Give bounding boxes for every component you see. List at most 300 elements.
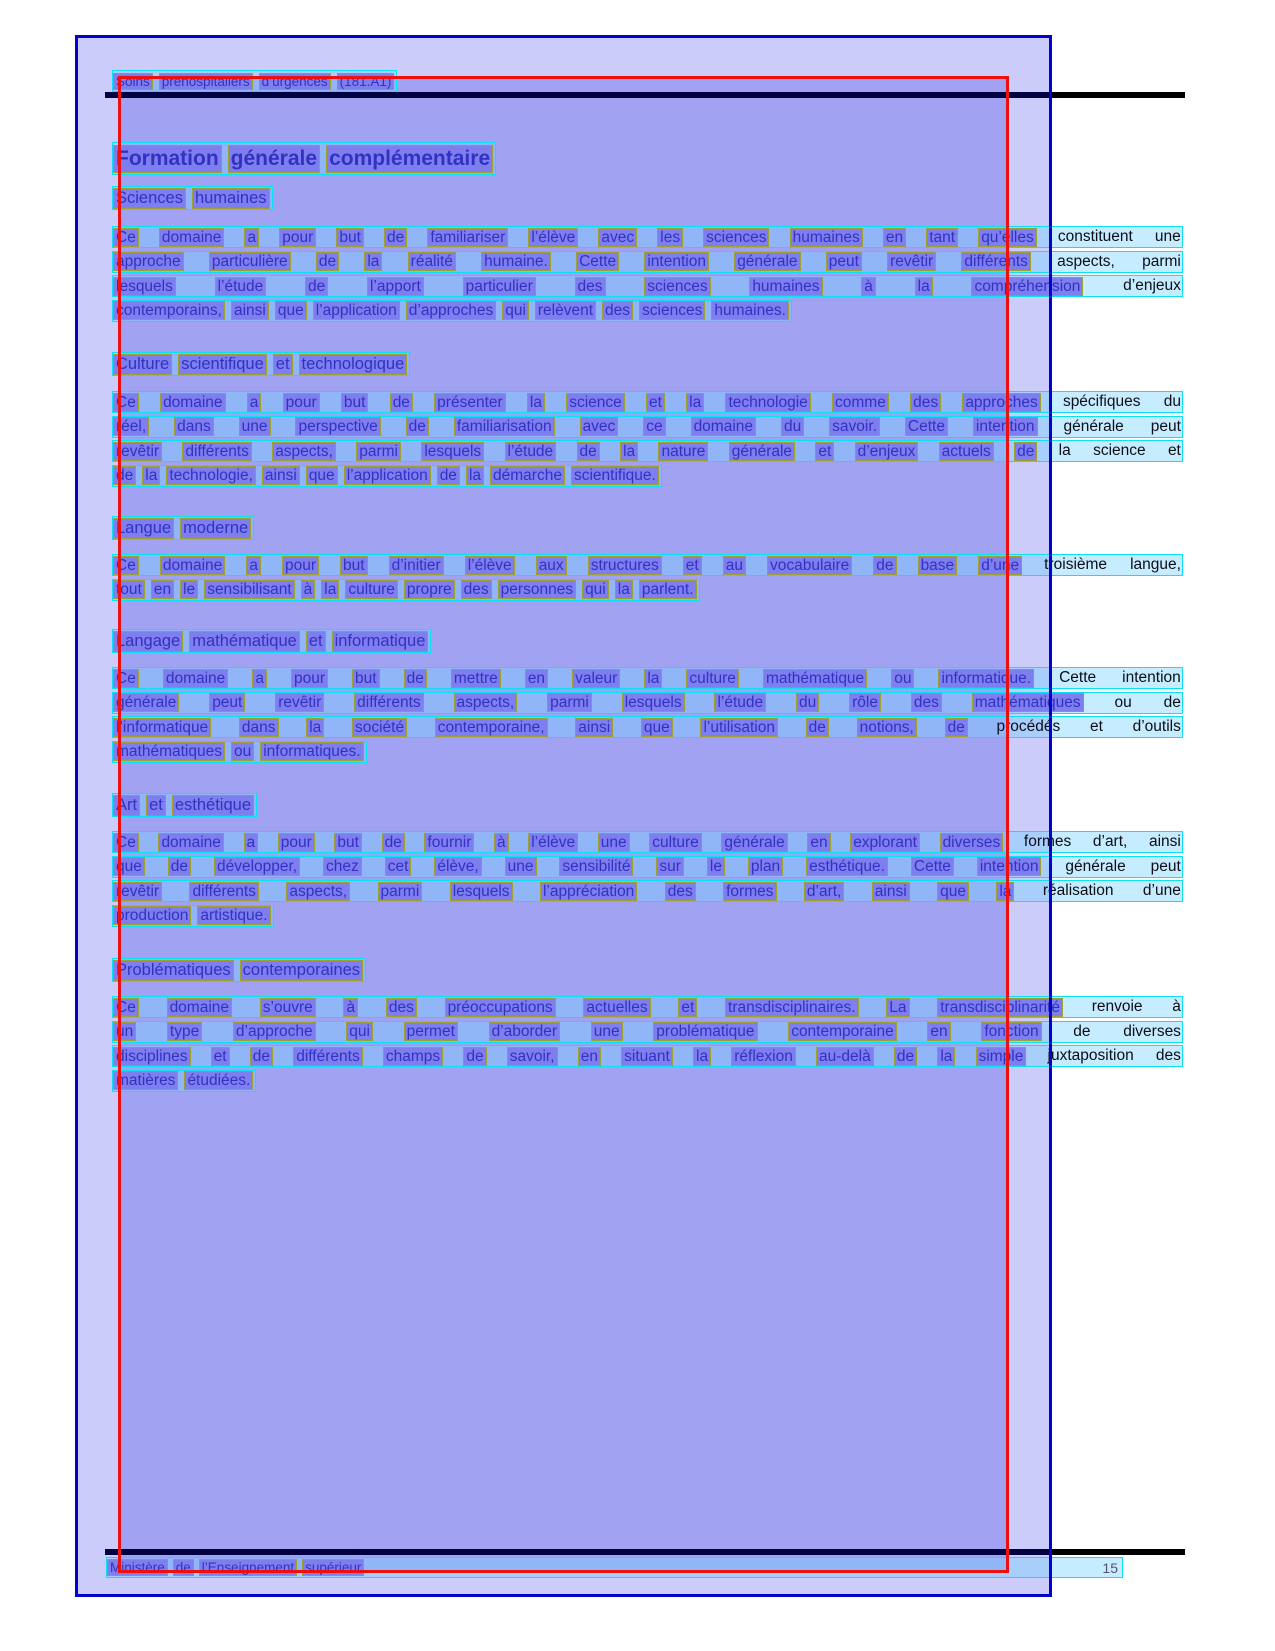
word-text: ainsi: [1148, 833, 1181, 850]
word-text: d’outils: [1132, 718, 1181, 735]
text-line-box: [112, 880, 1183, 902]
word-text: science: [1093, 442, 1146, 459]
word-box: familiariser: [427, 228, 508, 247]
word-box: d’enjeux: [855, 442, 919, 461]
word-box: que: [937, 882, 969, 901]
word-box: le: [180, 580, 198, 599]
word-box: l’utilisation: [700, 718, 778, 737]
word-box: tant: [926, 228, 958, 247]
word-box: approches: [962, 393, 1040, 412]
page-title: [112, 142, 496, 175]
word-box: nature: [658, 442, 708, 461]
word-box: société: [352, 718, 407, 737]
word-box: des: [665, 882, 696, 901]
word-box: de: [894, 1047, 917, 1066]
header-word-box: (181.A1): [337, 73, 395, 90]
word-text: à: [1172, 998, 1181, 1015]
word-box: générale: [113, 693, 179, 712]
heading-word-box: Culture: [113, 354, 172, 375]
footer-rule-inside: [105, 1549, 1050, 1555]
word-box: qu’elles: [978, 228, 1037, 247]
word-box: valeur: [572, 669, 620, 688]
word-box: intention: [644, 252, 709, 271]
word-box: pour: [279, 228, 316, 247]
word-box: des: [575, 277, 606, 296]
word-box: dans: [239, 718, 279, 737]
word-box: la: [620, 442, 638, 461]
word-box: en: [927, 1022, 950, 1041]
word-box: personnes: [498, 580, 576, 599]
word-box: d’art,: [804, 882, 844, 901]
word-box: notions,: [857, 718, 917, 737]
word-box: domaine: [159, 228, 224, 247]
word-box: pour: [291, 669, 328, 688]
word-box: domaine: [160, 556, 225, 575]
word-box: culture: [686, 669, 739, 688]
paragraph: [112, 996, 1183, 1094]
text-line-box: [112, 1045, 1183, 1067]
paragraph: [112, 831, 1183, 929]
word-box: relèvent: [535, 301, 596, 320]
word-box: but: [352, 669, 380, 688]
word-box: revêtir: [113, 442, 162, 461]
text-line-box: [112, 1070, 256, 1092]
word-text: une: [1154, 228, 1181, 245]
heading-word-box: Langage: [113, 631, 183, 652]
word-box: des: [910, 393, 941, 412]
title-word-box: complémentaire: [326, 145, 493, 173]
heading-word-box: technologique: [299, 354, 408, 375]
word-box: peut: [826, 252, 862, 271]
word-box: différents: [354, 693, 423, 712]
word-box: différents: [182, 442, 251, 461]
word-box: d’aborder: [489, 1022, 561, 1041]
word-box: présenter: [434, 393, 505, 412]
word-box: contemporains,: [113, 301, 225, 320]
word-box: en: [883, 228, 906, 247]
word-box: l’étude: [215, 277, 267, 296]
word-box: l’élève: [528, 228, 578, 247]
word-box: les: [657, 228, 683, 247]
word-box: aspects,: [286, 882, 350, 901]
word-box: et: [211, 1047, 230, 1066]
word-box: explorant: [850, 833, 920, 852]
text-line-box: [112, 692, 1183, 714]
word-box: a: [252, 669, 267, 688]
section-heading: [112, 352, 410, 376]
word-box: des: [911, 693, 942, 712]
word-box: des: [602, 301, 633, 320]
word-box: générale: [729, 442, 795, 461]
word-box: de: [463, 1047, 486, 1066]
word-box: ou: [231, 742, 254, 761]
word-box: du: [796, 693, 819, 712]
word-box: technologie: [725, 393, 810, 412]
word-box: La: [886, 998, 909, 1017]
word-text: troisième: [1044, 556, 1108, 573]
word-box: base: [918, 556, 958, 575]
word-box: l’apport: [367, 277, 424, 296]
footer-word-box: supérieur: [302, 1559, 364, 1576]
word-box: informatique.: [938, 669, 1034, 688]
word-box: la: [615, 580, 633, 599]
word-box: particulière: [209, 252, 291, 271]
word-box: démarche: [490, 466, 565, 485]
word-box: aux: [536, 556, 567, 575]
heading-word-box: et: [146, 795, 166, 816]
word-box: lesquels: [421, 442, 484, 461]
title-word-box: générale: [228, 145, 320, 173]
word-box: d’une: [978, 556, 1022, 575]
word-box: différents: [293, 1047, 362, 1066]
word-box: s’ouvre: [260, 998, 316, 1017]
word-box: Ce: [113, 998, 139, 1017]
word-box: formes: [723, 882, 776, 901]
word-box: contemporaine: [788, 1022, 897, 1041]
header-word-box: d’urgences: [259, 73, 331, 90]
word-box: culture: [649, 833, 702, 852]
word-box: transdisciplinarité: [937, 998, 1063, 1017]
word-box: la: [466, 466, 484, 485]
word-box: structures: [588, 556, 662, 575]
word-box: parmi: [547, 693, 592, 712]
word-box: ainsi: [262, 466, 300, 485]
word-box: en: [151, 580, 174, 599]
word-text: formes: [1023, 833, 1072, 850]
word-box: a: [244, 228, 259, 247]
word-box: particulier: [463, 277, 536, 296]
word-box: aspects,: [454, 693, 518, 712]
word-text: constituent: [1057, 228, 1133, 245]
word-box: rôle: [849, 693, 881, 712]
word-box: revêtir: [113, 882, 162, 901]
word-box: mettre: [451, 669, 501, 688]
paragraph: [112, 391, 1183, 489]
word-box: humaines: [790, 228, 863, 247]
word-box: parmi: [378, 882, 423, 901]
word-box: et: [683, 556, 702, 575]
word-box: but: [340, 556, 368, 575]
word-box: de: [806, 718, 829, 737]
word-box: de: [168, 857, 191, 876]
text-line-box: [112, 996, 1183, 1018]
paragraph: [112, 554, 1183, 603]
text-line-box: [112, 251, 1183, 273]
word-text: la: [1058, 442, 1071, 459]
word-text: des: [1155, 1047, 1181, 1064]
word-box: humaine.: [481, 252, 551, 271]
word-box: de: [577, 442, 600, 461]
word-text: de: [1163, 693, 1181, 711]
word-box: du: [781, 417, 804, 436]
word-box: actuelles: [583, 998, 650, 1017]
word-box: transdisciplinaires.: [725, 998, 859, 1017]
footer-rule-outside: [1050, 1549, 1185, 1555]
footer: [106, 1557, 1123, 1578]
word-box: en: [578, 1047, 601, 1066]
footer-word-box: de: [173, 1559, 194, 1576]
word-box: que: [306, 466, 338, 485]
word-box: domaine: [160, 393, 225, 412]
word-box: à: [861, 277, 876, 296]
word-box: l’élève: [465, 556, 515, 575]
word-box: d’initier: [389, 556, 444, 575]
word-box: ainsi: [575, 718, 613, 737]
word-box: sciences: [644, 277, 710, 296]
word-box: l’appréciation: [540, 882, 637, 901]
word-box: domaine: [691, 417, 756, 436]
word-box: Cette: [576, 252, 619, 271]
word-box: de: [945, 718, 968, 737]
word-box: tout: [113, 580, 145, 599]
word-box: au: [723, 556, 746, 575]
word-box: comme: [832, 393, 889, 412]
word-box: mathématiques: [972, 693, 1084, 712]
word-box: champs: [383, 1047, 443, 1066]
word-box: une: [505, 857, 537, 876]
word-box: qui: [502, 301, 529, 320]
text-line-box: [112, 391, 1183, 413]
word-box: le: [707, 857, 725, 876]
text-line-box: [112, 831, 1183, 853]
word-box: domaine: [167, 998, 232, 1017]
word-box: but: [334, 833, 362, 852]
word-box: à: [301, 580, 316, 599]
word-box: à: [343, 998, 358, 1017]
word-box: une: [591, 1022, 623, 1041]
word-box: de: [404, 669, 427, 688]
word-box: qui: [346, 1022, 373, 1041]
word-box: lesquels: [622, 693, 685, 712]
text-line-box: [112, 465, 662, 487]
text-line-box: [112, 1021, 1183, 1043]
word-box: avec: [580, 417, 619, 436]
word-box: des: [386, 998, 417, 1017]
word-box: l’application: [344, 466, 431, 485]
word-text: d’art,: [1092, 833, 1128, 850]
word-text: ou: [1114, 693, 1132, 711]
header-rule-outside: [1050, 92, 1185, 98]
heading-word-box: et: [273, 354, 293, 375]
word-box: technologie,: [166, 466, 256, 485]
footer-text: [107, 1559, 364, 1576]
word-box: en: [807, 833, 830, 852]
word-text: diverses: [1123, 1022, 1181, 1040]
word-box: revêtir: [275, 693, 324, 712]
heading-word-box: et: [306, 631, 326, 652]
word-box: au-delà: [816, 1047, 874, 1066]
word-box: domaine: [163, 669, 228, 688]
word-box: Ce: [113, 556, 139, 575]
word-box: mathématiques: [113, 742, 225, 761]
footer-word-box: l’Enseignement: [199, 1559, 297, 1576]
header-rule-inside: [105, 92, 1050, 98]
word-box: type: [167, 1022, 202, 1041]
heading-word-box: contemporaines: [240, 960, 363, 981]
word-box: de: [384, 228, 407, 247]
word-box: d’approche: [233, 1022, 316, 1041]
word-text: et: [1167, 442, 1181, 459]
word-box: différents: [189, 882, 258, 901]
header-word-box: préhospitaliers: [159, 73, 253, 90]
heading-word-box: esthétique: [172, 795, 254, 816]
heading-word-box: Art: [113, 795, 140, 816]
word-box: parlent.: [639, 580, 697, 599]
word-box: sciences: [639, 301, 705, 320]
word-box: générale: [721, 833, 787, 852]
word-box: différents: [961, 252, 1030, 271]
word-text: aspects,: [1057, 252, 1115, 270]
word-box: sciences: [703, 228, 769, 247]
word-box: de: [250, 1047, 273, 1066]
word-box: but: [336, 228, 364, 247]
word-box: fonction: [981, 1022, 1041, 1041]
text-line-box: [112, 856, 1183, 878]
page-number: 15: [1102, 1559, 1118, 1576]
section-heading: [112, 958, 366, 982]
word-box: en: [525, 669, 548, 688]
word-text: peut: [1150, 417, 1181, 435]
word-box: ou: [891, 669, 914, 688]
word-box: lesquels: [113, 277, 176, 296]
word-box: l’informatique: [113, 718, 211, 737]
word-box: un: [113, 1022, 136, 1041]
word-box: culture: [345, 580, 398, 599]
word-text: Cette: [1059, 669, 1097, 686]
word-box: problématique: [653, 1022, 757, 1041]
word-box: que: [275, 301, 307, 320]
word-text: générale: [1063, 417, 1124, 435]
heading-word-box: Langue: [113, 518, 174, 539]
word-box: la: [937, 1047, 955, 1066]
word-box: Ce: [113, 228, 139, 247]
word-box: disciplines: [113, 1047, 191, 1066]
word-text: langue,: [1130, 556, 1181, 573]
word-text: d’enjeux: [1123, 277, 1181, 294]
heading-word-box: Problématiques: [113, 960, 234, 981]
word-box: pour: [282, 556, 319, 575]
heading-word-box: humaines: [192, 188, 270, 209]
word-box: la: [644, 669, 662, 688]
word-box: la: [693, 1047, 711, 1066]
word-box: fournir: [424, 833, 474, 852]
word-box: propre: [404, 580, 455, 599]
title-word-box: Formation: [113, 145, 222, 173]
word-box: la: [364, 252, 382, 271]
word-text: de: [1073, 1022, 1091, 1040]
word-box: Ce: [113, 669, 139, 688]
word-box: approche: [113, 252, 184, 271]
text-line-box: [112, 275, 1183, 297]
word-box: revêtir: [887, 252, 936, 271]
word-box: a: [244, 833, 259, 852]
word-box: aspects,: [272, 442, 336, 461]
word-box: contemporaine,: [435, 718, 548, 737]
word-box: de: [382, 833, 405, 852]
text-line-box: [112, 440, 1183, 462]
footer-word-box: Ministère: [107, 1559, 168, 1576]
word-box: savoir.: [829, 417, 880, 436]
word-box: simple: [976, 1047, 1027, 1066]
word-box: ainsi: [231, 301, 269, 320]
word-box: informatiques.: [260, 742, 363, 761]
word-box: de: [316, 252, 339, 271]
word-box: parmi: [356, 442, 401, 461]
word-box: scientifique.: [571, 466, 659, 485]
word-box: diverses: [940, 833, 1004, 852]
paragraph: [112, 226, 1183, 324]
word-box: une: [598, 833, 630, 852]
word-box: peut: [209, 693, 245, 712]
text-line-box: [112, 226, 1183, 248]
word-box: plan: [748, 857, 783, 876]
word-box: compréhension: [971, 277, 1083, 296]
word-box: a: [247, 393, 262, 412]
word-box: sensibilité: [559, 857, 633, 876]
word-text: parmi: [1142, 252, 1181, 270]
word-box: et: [678, 998, 697, 1017]
word-box: matières: [113, 1071, 178, 1090]
word-text: d’une: [1142, 882, 1181, 899]
word-box: réflexion: [731, 1047, 796, 1066]
word-text: et: [1089, 718, 1103, 735]
heading-word-box: scientifique: [178, 354, 267, 375]
text-line-box: [112, 667, 1183, 689]
word-box: intention: [977, 857, 1042, 876]
word-box: lesquels: [450, 882, 513, 901]
word-box: production: [113, 906, 191, 925]
word-box: situant: [621, 1047, 673, 1066]
word-box: but: [341, 393, 369, 412]
word-box: élève,: [434, 857, 481, 876]
word-box: que: [641, 718, 673, 737]
text-line-box: [112, 716, 1183, 738]
word-box: réel,: [113, 417, 149, 436]
document-header: [112, 70, 397, 92]
word-text: du: [1163, 393, 1181, 410]
word-box: humaines: [749, 277, 822, 296]
word-box: la: [321, 580, 339, 599]
word-box: préoccupations: [445, 998, 556, 1017]
word-box: à: [494, 833, 509, 852]
section-heading: [112, 793, 257, 817]
word-text: réalisation: [1042, 882, 1114, 899]
word-box: humaines.: [711, 301, 789, 320]
word-box: esthétique.: [806, 857, 888, 876]
word-box: une: [239, 417, 271, 436]
word-box: Cette: [905, 417, 948, 436]
word-box: dans: [174, 417, 214, 436]
word-box: générale: [734, 252, 800, 271]
text-line-box: [112, 579, 700, 601]
word-box: pour: [278, 833, 315, 852]
word-box: et: [815, 442, 834, 461]
word-box: la: [915, 277, 933, 296]
word-box: Cette: [911, 857, 954, 876]
text-line-box: [112, 416, 1183, 438]
heading-word-box: moderne: [180, 518, 251, 539]
text-line-box: [112, 554, 1183, 576]
word-box: l’étude: [714, 693, 766, 712]
word-box: pour: [283, 393, 320, 412]
word-box: a: [246, 556, 261, 575]
word-box: l’application: [313, 301, 400, 320]
word-box: sensibilisant: [204, 580, 294, 599]
section-heading: [112, 516, 254, 540]
word-box: de: [406, 417, 429, 436]
word-box: mathématique: [763, 669, 867, 688]
word-box: perspective: [295, 417, 380, 436]
